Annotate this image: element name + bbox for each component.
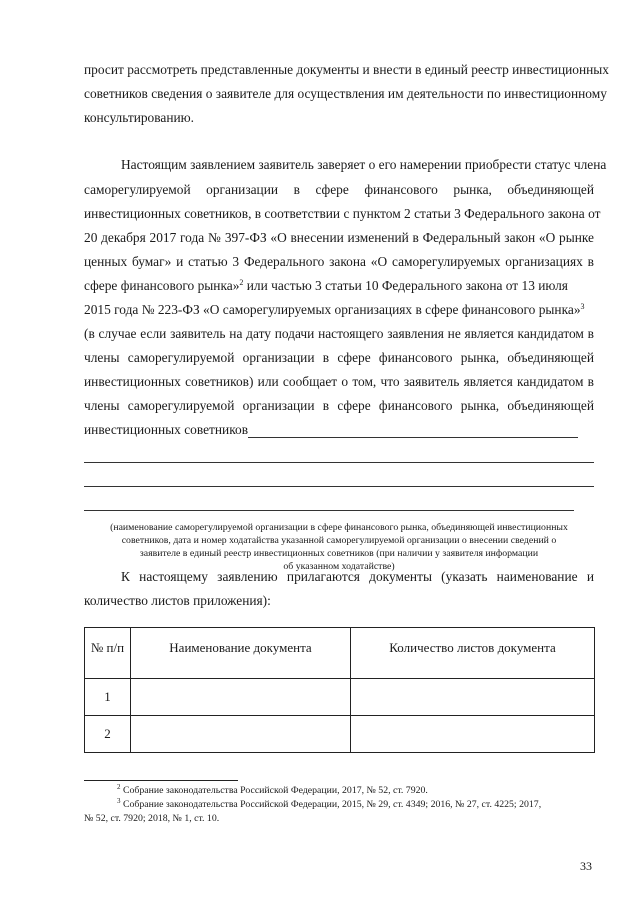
footnote-3-mark: 3: [117, 797, 121, 805]
footnote-ref-2: 2: [239, 278, 244, 287]
footnote-3-continuation: № 52, ст. 7920; 2018, № 1, ст. 10.: [84, 813, 220, 824]
statement-line-10: инвестиционных советников) или сообщает о том, что заявитель является кандидатом в: [84, 374, 594, 389]
row-sheet-count[interactable]: [351, 679, 595, 716]
table-row: [85, 679, 595, 716]
row-document-name[interactable]: [131, 679, 351, 716]
caption-line-4: об указанном ходатайстве): [283, 561, 395, 572]
statement-line-2: саморегулируемой организации в сфере финансового рынка, объединяющей: [84, 182, 594, 197]
statement-line-11: члены саморегулируемой организации в сфере финансового рынка, объединяющей: [84, 398, 594, 413]
row-sheet-count[interactable]: [351, 716, 595, 753]
attachments-line-1: К настоящему заявлению прилагаются документы (указать наименование и: [121, 569, 594, 584]
caption-line-1: (наименование саморегулируемой организации в сфере финансового рынка, объединяющей инвестиционных: [110, 522, 568, 533]
caption-line-2: советников, дата и номер ходатайства указанной саморегулируемой организации о внесении сведений о: [121, 535, 557, 546]
statement-line-8: (в случае если заявитель на дату подачи настоящего заявления не является кандидатом в: [84, 326, 594, 341]
attachments-table: [84, 627, 595, 753]
header-document-name: Наименование документа: [131, 628, 351, 679]
footnote-2-mark: 2: [117, 783, 121, 791]
statement-line-1: Настоящим заявлением заявитель заверяет о его намерении приобрести статус члена: [121, 157, 607, 172]
fill-line-4[interactable]: [84, 510, 574, 511]
statement-line-6b: или частью 3 статьи 10 Федерального закона от 13 июля: [243, 278, 568, 293]
table-header-row: [85, 628, 595, 679]
fill-line-2[interactable]: [84, 462, 594, 463]
page-number: 33: [580, 859, 592, 873]
intro-line-2: советников сведения о заявителе для осуществления им деятельности по инвестиционному: [84, 86, 607, 101]
footnote-ref-3: 3: [580, 302, 585, 311]
footnote-3: [117, 798, 541, 812]
table-row: [85, 716, 595, 753]
header-sheet-count: Количество листов документа: [351, 628, 595, 679]
intro-line-3: консультированию.: [84, 110, 195, 125]
row-number: 1: [85, 679, 131, 716]
statement-line-9: члены саморегулируемой организации в сфере финансового рынка, объединяющей: [84, 350, 594, 365]
statement-line-12: инвестиционных советников: [84, 422, 249, 437]
statement-line-7: [84, 302, 594, 318]
caption-line-3: заявителе в единый реестр инвестиционных советников (при наличии у заявителя информации: [139, 548, 539, 559]
statement-line-4: 20 декабря 2017 года № 397-ФЗ «О внесении изменений в Федеральный закон «О рынке: [84, 230, 594, 245]
statement-line-6: [84, 278, 594, 294]
fill-line-1[interactable]: [248, 437, 578, 438]
footnote-2: [117, 784, 428, 798]
footnote-separator: [84, 780, 238, 781]
statement-line-5: ценных бумаг» и статью 3 Федерального закона «О саморегулируемых организациях в: [84, 254, 594, 269]
footnote-3-text: Собрание законодательства Российской Федерации, 2015, № 29, ст. 4349; 2016, № 27, ст. 4225; 2017,: [122, 799, 542, 810]
statement-line-3: инвестиционных советников, в соответствии с пунктом 2 статьи 3 Федерального закона от: [84, 206, 601, 221]
fill-line-3[interactable]: [84, 486, 594, 487]
header-number: № п/п: [85, 628, 131, 679]
row-document-name[interactable]: [131, 716, 351, 753]
statement-line-6a: сфере финансового рынка»: [84, 278, 240, 293]
statement-line-7a: 2015 года № 223-ФЗ «О саморегулируемых организациях в сфере финансового рынка»: [84, 302, 581, 317]
intro-line-1: просит рассмотреть представленные документы и внести в единый реестр инвестиционных: [84, 62, 610, 77]
attachments-line-2: количество листов приложения):: [84, 593, 271, 608]
footnote-2-text: Собрание законодательства Российской Федерации, 2017, № 52, ст. 7920.: [122, 785, 428, 796]
row-number: 2: [85, 716, 131, 753]
